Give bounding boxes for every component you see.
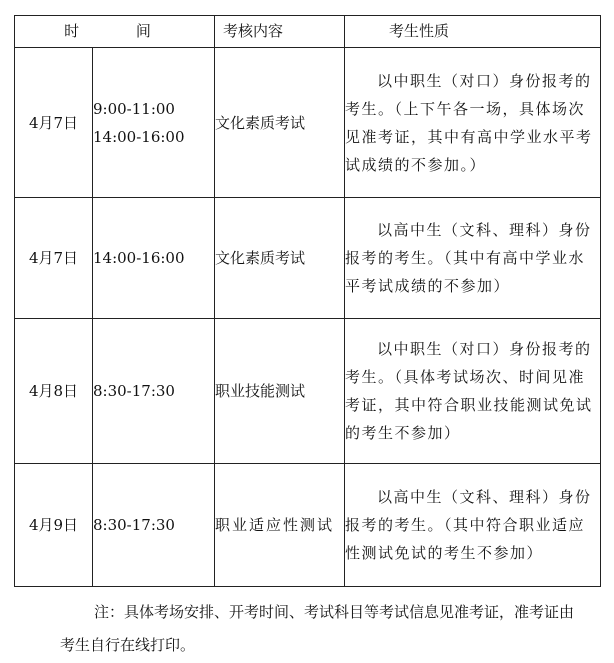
row-time: 14:00-16:00 [93, 249, 185, 267]
row-times [93, 198, 215, 319]
row-times [93, 464, 215, 587]
table-row [15, 319, 601, 464]
row-content: 文化素质考试 [215, 198, 345, 319]
row-time: 14:00-16:00 [93, 127, 185, 146]
table-row [15, 198, 601, 319]
row-time: 8:30-17:30 [93, 382, 175, 400]
row-date: 4月8日 [15, 319, 93, 464]
footnote: 注：具体考场安排、开考时间、考试科目等考试信息见准考证，准考证由考生自行在线打印。 [60, 603, 575, 654]
row-nature: 以高中生（文科、理科）身份报考的考生。（其中符合职业适应性测试免试的考生不参加） [345, 464, 601, 587]
header-nature: 考生性质 [345, 16, 601, 48]
header-time: 时 间 [15, 16, 215, 48]
row-time: 8:30-17:30 [93, 516, 175, 534]
table-row [15, 464, 601, 587]
row-times [93, 48, 215, 198]
row-nature: 以高中生（文科、理科）身份报考的考生。（其中有高中学业水平考试成绩的不参加） [345, 198, 601, 319]
row-date: 4月9日 [15, 464, 93, 587]
row-date: 4月7日 [15, 48, 93, 198]
row-time: 9:00-11:00 [93, 99, 175, 118]
row-content: 职业适应性测试 [215, 464, 345, 587]
row-times [93, 319, 215, 464]
row-content: 职业技能测试 [215, 319, 345, 464]
exam-schedule-table [14, 15, 601, 587]
row-date: 4月7日 [15, 198, 93, 319]
table-row [15, 48, 601, 198]
row-nature: 以中职生（对口）身份报考的考生。（具体考试场次、时间见准考证，其中符合职业技能测试免试的考生不参加） [345, 319, 601, 464]
row-content: 文化素质考试 [215, 48, 345, 198]
header-content: 考核内容 [215, 16, 345, 48]
row-nature: 以中职生（对口）身份报考的考生。（上下午各一场，具体场次见准考证，其中有高中学业水平考试成绩的不参加。） [345, 48, 601, 198]
table-header-row [15, 16, 601, 48]
